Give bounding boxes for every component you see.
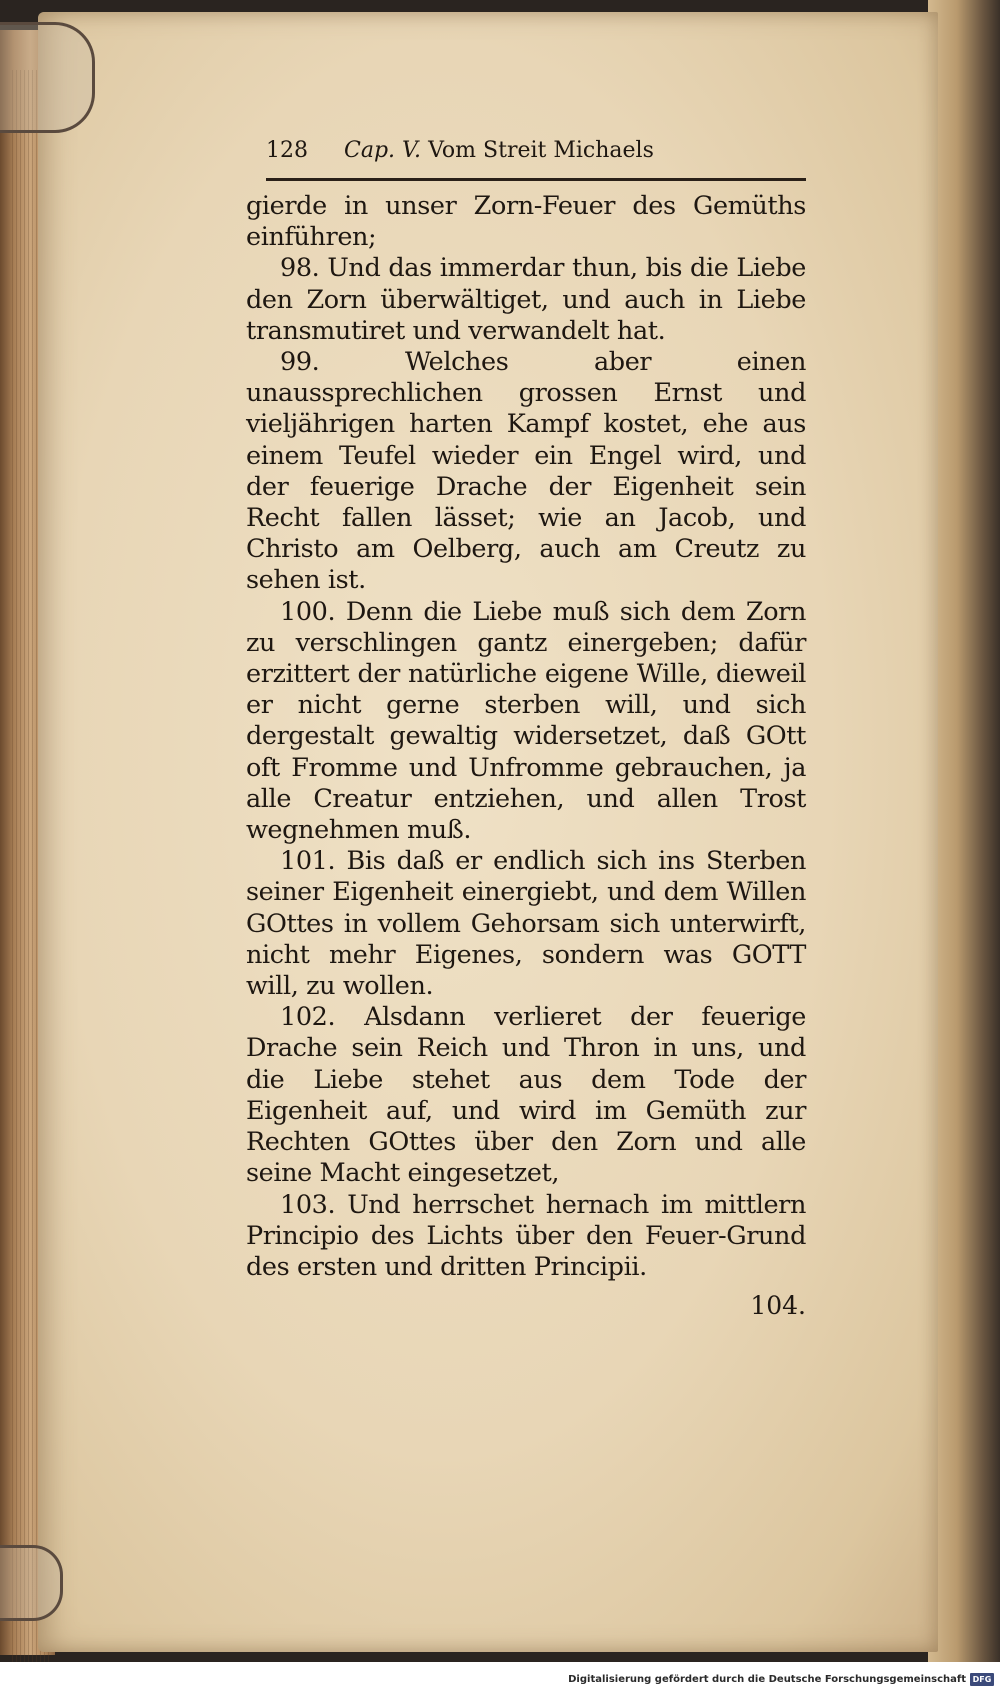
paragraph-continuation: gierde in unser Zorn-Feuer des Gemüths einführen; [246,191,806,253]
paragraph-101: 101. Bis daß er endlich sich ins Sterben seiner Eigenheit einergiebt, und dem Willen GOttes in vollem Gehorsam sich unterwirft, nicht mehr Eigenes, sondern was GOTT will, zu wollen. [246,846,806,1002]
dfg-logo: DFG [970,1673,994,1686]
paragraph-98: 98. Und das immerdar thun, bis die Liebe den Zorn überwältiget, und auch in Liebe transmutiret und verwandelt hat. [246,253,806,346]
page-text-block [246,138,806,1320]
paragraph-99: 99. Welches aber einen unaussprechlichen grossen Ernst und vieljährigen harten Kampf kostet, ehe aus einem Teufel wieder ein Engel wird, und der feuerige Drache der Eigenheit sein Recht fallen lässet; wie an Jacob, und Christo am Oelberg, auch am Creutz zu sehen ist. [246,347,806,596]
catchword: 104. [750,1291,806,1321]
chapter-label: Cap. V. [344,138,422,163]
book-right-edge [928,0,1000,1662]
digitization-credit: Digitalisierung gefördert durch die Deutsche Forschungsgemeinschaft [568,1674,966,1685]
page-number: 128 [266,138,308,163]
running-header [246,138,806,168]
paragraph-102: 102. Alsdann verlieret der feuerige Drache sein Reich und Thron in uns, und die Liebe stehet aus dem Tode der Eigenheit auf, und wird im Gemüth zur Rechten GOttes über den Zorn und alle seine Macht eingesetzet, [246,1002,806,1189]
running-title: Vom Streit Michaels [428,138,654,163]
header-rule [266,178,806,181]
bookmark-tab-top [0,22,95,133]
paragraph-103: 103. Und herrschet hernach im mittlern Principio des Lichts über den Feuer-Grund des ersten und dritten Principii. [246,1189,806,1282]
paragraph-100: 100. Denn die Liebe muß sich dem Zorn zu verschlingen gantz einergeben; dafür erzittert der natürliche eigene Wille, dieweil er nicht gerne sterben will, und sich dergestalt gewaltig widersetzet, daß GOtt oft Fromme und Unfromme gebrauchen, ja alle Creatur entziehen, und allen Trost wegnehmen muß. [246,596,806,846]
body-text [246,191,806,1283]
bookmark-tab-bottom [0,1545,63,1621]
